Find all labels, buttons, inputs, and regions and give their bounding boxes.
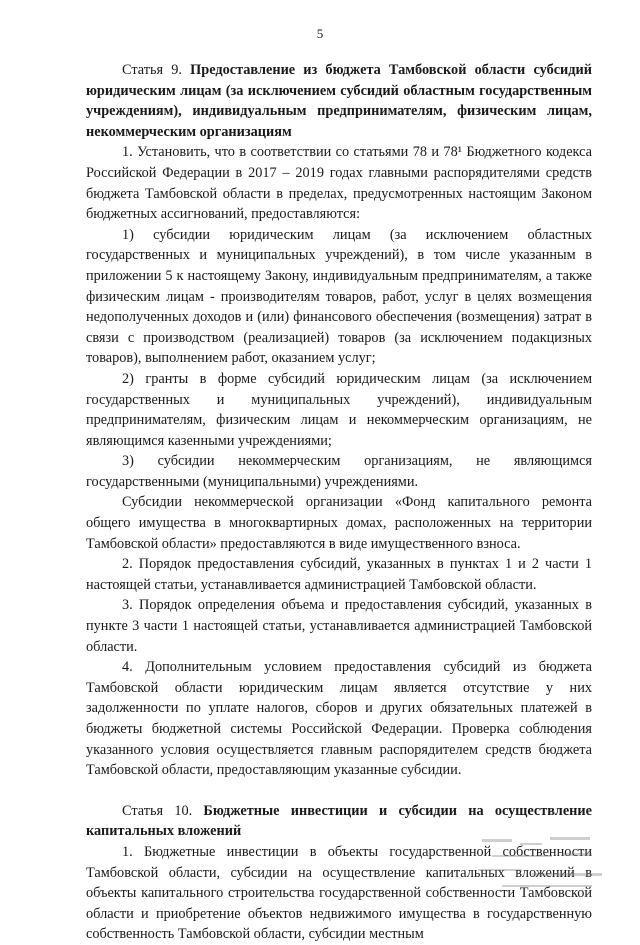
article-9-paragraph: 1. Установить, что в соответствии со статьями 78 и 78¹ Бюджетного кодекса Российской Федерации в 2017 – 2019 годах главными распорядителями средств бюджета Тамбовской области в пределах, предусмотренных настоящим Законом бюджетных ассигнований, предоставляются: <box>86 144 592 223</box>
article-9-paragraph: 2. Порядок предоставления субсидий, указанных в пунктах 1 и 2 части 1 настоящей статьи, устанавливается администрацией Тамбовской области. <box>86 556 592 593</box>
article-9-paragraph: 3) субсидии некоммерческим организациям, не являющимся государственными (муниципальными) учреждениями. <box>86 453 592 490</box>
page-number: 5 <box>316 26 324 41</box>
article-9-paragraph: 4. Дополнительным условием предоставления субсидий из бюджета Тамбовской области юридическим лицам является отсутствие у них задолженности по уплате налогов, сборов и других обязательных платежей в бюджеты бюджетной системы Российской Федерации. Проверка соблюдения указанного условия осуществляется главным распорядителем средств бюджета Тамбовской области, предоставляющим указанные субсидии. <box>86 659 592 779</box>
faded-stamp-mark <box>472 833 622 893</box>
article-10-label: Статья 10. <box>122 802 193 819</box>
section-gap <box>86 781 592 801</box>
article-10-title: Бюджетные инвестиции и субсидии на осуществление капитальных вложений <box>86 802 592 840</box>
article-9-heading <box>86 60 592 142</box>
article-9-paragraph: 3. Порядок определения объема и предоставления субсидий, указанных в пункте 3 части 1 настоящей статьи, устанавливается администрацией Тамбовской области. <box>86 597 592 655</box>
article-9-title: Предоставление из бюджета Тамбовской области субсидий юридическим лицам (за исключением субсидий областным государственным учреждениям), индивидуальным предпринимателям, физическим лицам, некоммерческим организациям <box>86 62 593 140</box>
article-9-paragraph: Субсидии некоммерческой организации «Фонд капитального ремонта общего имущества в многоквартирных домах, расположенных на территории Тамбовской области» предоставляются в виде имущественного взноса. <box>86 494 592 552</box>
article-9-label: Статья 9. <box>122 62 182 78</box>
document-body <box>86 60 592 945</box>
article-9-paragraph: 2) гранты в форме субсидий юридическим лицам (за исключением государственных и муниципальных учреждений), индивидуальным предпринимателям, физическим лицам и некоммерческим организациям, не являющимся казенными учреждениями; <box>86 370 592 449</box>
article-9-paragraph: 1) субсидии юридическим лицам (за исключением областных государственных и муниципальных учреждений), в том числе указанным в приложении 5 к настоящему Закону, индивидуальным предпринимателям, а также физическим лицам - производителям товаров, работ, услуг в целях возмещения недополученных доходов и (или) финансового обеспечения (возмещения) затрат в связи с производством (реализацией) товаров (за исключением подакцизных товаров), выполнением работ, оказанием услуг; <box>86 226 592 367</box>
article-10-paragraph: 1. Бюджетные инвестиции в объекты государственной собственности Тамбовской области, субсидии на осуществление капитальных вложений в объекты капитального строительства государственной собственности Тамбовской области и приобретение объектов недвижимого имущества в государственную собственность Тамбовской области, субсидии местным <box>86 843 592 943</box>
